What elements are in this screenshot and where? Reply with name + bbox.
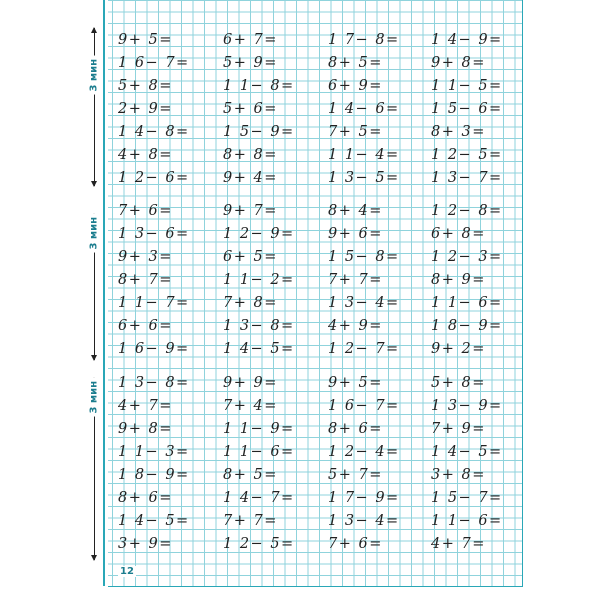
math-problem: 1 4− 9=: [431, 32, 503, 48]
exercise-row: [118, 144, 518, 167]
math-problem: 9+ 5=: [328, 375, 383, 391]
math-problem: 8+ 6=: [118, 490, 173, 506]
math-problem: 1 1− 8=: [223, 78, 295, 94]
math-problem: 7+ 8=: [223, 295, 278, 311]
math-problem: 7+ 6=: [118, 203, 173, 219]
timer-label: 3 мин: [88, 214, 101, 253]
math-problem: 6+ 5=: [223, 249, 278, 265]
math-problem: 1 3− 6=: [118, 226, 190, 242]
exercise-row: [118, 338, 518, 361]
math-problem: 1 3− 8=: [223, 318, 295, 334]
exercise-row: [118, 121, 518, 144]
exercise-row: [118, 510, 518, 533]
math-problem: 5+ 7=: [328, 467, 383, 483]
math-problem: 7+ 9=: [431, 421, 486, 437]
math-problem: 4+ 7=: [431, 536, 486, 552]
math-problem: 9+ 7=: [223, 203, 278, 219]
math-problem: 1 5− 8=: [328, 249, 400, 265]
math-problem: 1 7− 9=: [328, 490, 400, 506]
math-problem: 7+ 7=: [223, 513, 278, 529]
exercise-row: [118, 52, 518, 75]
math-problem: 2+ 9=: [118, 101, 173, 117]
page-number: 12: [120, 566, 134, 577]
exercise-row: [118, 441, 518, 464]
math-problem: 7+ 7=: [328, 272, 383, 288]
exercise-row: [118, 315, 518, 338]
exercise-row: [118, 292, 518, 315]
timer-marker-2: [80, 214, 104, 360]
math-problem: 3+ 8=: [431, 467, 486, 483]
math-problem: 1 1− 6=: [431, 513, 503, 529]
math-problem: 8+ 9=: [431, 272, 486, 288]
exercise-row: [118, 200, 518, 223]
math-problem: 1 4− 5=: [223, 341, 295, 357]
math-problem: 6+ 9=: [328, 78, 383, 94]
math-problem: 9+ 8=: [118, 421, 173, 437]
math-problem: 1 3− 5=: [328, 170, 400, 186]
math-problem: 4+ 9=: [328, 318, 383, 334]
math-problem: 1 3− 4=: [328, 513, 400, 529]
math-problem: 1 4− 8=: [118, 124, 190, 140]
math-problem: 8+ 5=: [223, 467, 278, 483]
math-problem: 1 2− 4=: [328, 444, 400, 460]
math-problem: 1 6− 9=: [118, 341, 190, 357]
math-problem: 4+ 7=: [118, 398, 173, 414]
timer-marker-3: [80, 378, 104, 560]
math-problem: 5+ 6=: [223, 101, 278, 117]
math-problem: 7+ 6=: [328, 536, 383, 552]
math-problem: 1 6− 7=: [328, 398, 400, 414]
exercise-row: [118, 372, 518, 395]
exercise-row: [118, 167, 518, 190]
timer-label: 3 мин: [88, 378, 101, 417]
timer-arrow: [94, 28, 95, 186]
math-problem: 1 2− 7=: [328, 341, 400, 357]
math-problem: 1 6− 7=: [118, 55, 190, 71]
math-problem: 9+ 6=: [328, 226, 383, 242]
math-problem: 8+ 3=: [431, 124, 486, 140]
math-problem: 1 7− 8=: [328, 32, 400, 48]
math-problem: 4+ 8=: [118, 147, 173, 163]
math-problem: 1 3− 7=: [431, 170, 503, 186]
exercise-row: [118, 29, 518, 52]
math-problem: 1 4− 5=: [431, 444, 503, 460]
math-problem: 3+ 9=: [118, 536, 173, 552]
exercise-row: [118, 487, 518, 510]
math-problem: 9+ 4=: [223, 170, 278, 186]
exercise-row: [118, 533, 518, 556]
math-problem: 6+ 8=: [431, 226, 486, 242]
math-problem: 1 2− 9=: [223, 226, 295, 242]
math-problem: 5+ 9=: [223, 55, 278, 71]
math-problem: 1 8− 9=: [118, 467, 190, 483]
math-problem: 6+ 6=: [118, 318, 173, 334]
math-problem: 1 4− 6=: [328, 101, 400, 117]
math-problem: 1 4− 5=: [118, 513, 190, 529]
math-problem: 5+ 8=: [431, 375, 486, 391]
math-problem: 1 2− 8=: [431, 203, 503, 219]
exercise-row: [118, 98, 518, 121]
math-problem: 1 8− 9=: [431, 318, 503, 334]
math-problem: 1 4− 7=: [223, 490, 295, 506]
math-problem: 9+ 5=: [118, 32, 173, 48]
math-problem: 1 2− 6=: [118, 170, 190, 186]
exercise-row: [118, 464, 518, 487]
math-problem: 1 1− 6=: [223, 444, 295, 460]
math-problem: 1 2− 5=: [223, 536, 295, 552]
math-problem: 8+ 7=: [118, 272, 173, 288]
math-problem: 5+ 8=: [118, 78, 173, 94]
exercise-row: [118, 75, 518, 98]
math-problem: 9+ 8=: [431, 55, 486, 71]
math-problem: 7+ 5=: [328, 124, 383, 140]
exercise-row: [118, 223, 518, 246]
math-problem: 9+ 3=: [118, 249, 173, 265]
math-problem: 1 5− 7=: [431, 490, 503, 506]
math-problem: 8+ 5=: [328, 55, 383, 71]
math-problem: 6+ 7=: [223, 32, 278, 48]
timer-marker-1: [80, 28, 104, 186]
math-problem: 1 2− 3=: [431, 249, 503, 265]
math-problem: 1 1− 9=: [223, 421, 295, 437]
exercise-row: [118, 246, 518, 269]
math-problem: 1 1− 7=: [118, 295, 190, 311]
math-problem: 1 1− 4=: [328, 147, 400, 163]
math-problem: 1 5− 6=: [431, 101, 503, 117]
math-problem: 8+ 4=: [328, 203, 383, 219]
exercise-row: [118, 418, 518, 441]
math-problem: 1 5− 9=: [223, 124, 295, 140]
math-problem: 8+ 8=: [223, 147, 278, 163]
math-problem: 1 1− 5=: [431, 78, 503, 94]
math-problem: 1 2− 5=: [431, 147, 503, 163]
math-problem: 1 3− 4=: [328, 295, 400, 311]
math-problem: 1 1− 3=: [118, 444, 190, 460]
math-problem: 9+ 2=: [431, 341, 486, 357]
exercise-row: [118, 269, 518, 292]
math-problem: 1 3− 9=: [431, 398, 503, 414]
exercise-row: [118, 395, 518, 418]
math-problem: 9+ 9=: [223, 375, 278, 391]
math-problem: 1 1− 6=: [431, 295, 503, 311]
math-problem: 7+ 4=: [223, 398, 278, 414]
math-problem: 8+ 6=: [328, 421, 383, 437]
math-problem: 1 1− 2=: [223, 272, 295, 288]
math-problem: 1 3− 8=: [118, 375, 190, 391]
timer-label: 3 мин: [88, 56, 101, 95]
